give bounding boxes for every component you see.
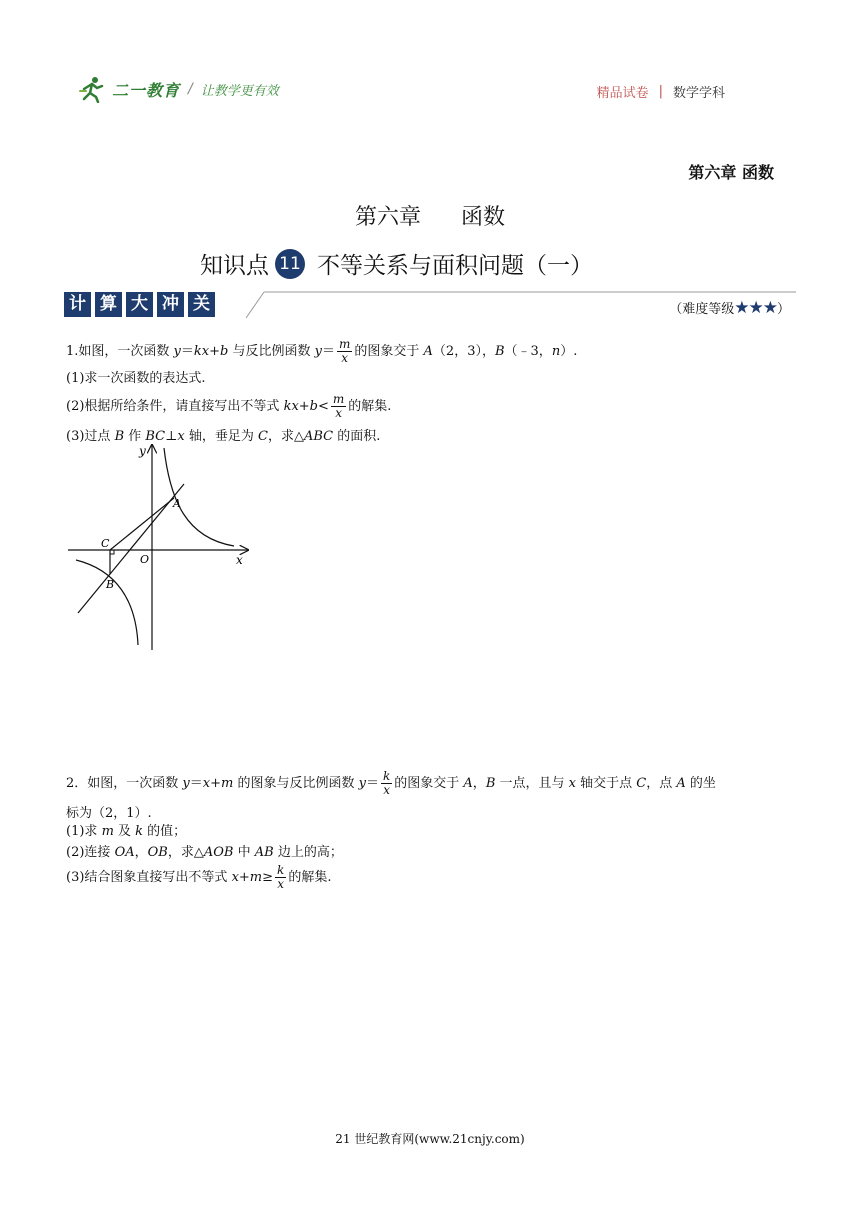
q2-text: 2．如图，一次函数 xyxy=(66,776,183,791)
q2-text: ≥ xyxy=(262,870,274,885)
q1-var: n xyxy=(551,344,561,359)
q1-var: C xyxy=(257,429,268,444)
q2-text: ， xyxy=(472,776,486,791)
hyperbola-branch-2 xyxy=(76,560,138,645)
chapter-label: 第六章 函数 xyxy=(688,163,774,182)
q1-text: （﹣3， xyxy=(504,344,552,359)
q1-text: 作 xyxy=(124,429,146,444)
q1-text: 的面积. xyxy=(333,429,381,444)
q2-text: 的值； xyxy=(143,824,187,839)
q1-var: kx+b xyxy=(193,344,229,359)
q1-var: B xyxy=(114,429,125,444)
q1-part2 xyxy=(66,393,391,420)
difficulty-label: （难度等级 xyxy=(669,302,735,317)
logo-slogan: 让教学更有效 xyxy=(200,83,279,99)
q2-stem-line2: 标为（2，1）. xyxy=(66,806,152,821)
q2-text: ＝ xyxy=(189,776,203,791)
knowledge-name: 不等关系与面积问题（一） xyxy=(317,253,593,279)
graph-label-y: y xyxy=(139,444,146,458)
logo-text: 二一教育 xyxy=(112,80,181,100)
q1-var: y xyxy=(314,344,322,359)
graph-label-b: B xyxy=(106,578,115,591)
banner-char: 冲 xyxy=(157,292,184,317)
q1-text: 1.如图，一次函数 xyxy=(66,344,174,359)
fraction-numerator: k xyxy=(382,769,391,783)
q1-var: A xyxy=(423,344,433,359)
q2-text: (2)连接 xyxy=(66,845,115,860)
fraction-denominator: x xyxy=(383,783,391,797)
q1-text: 轴，垂足为 xyxy=(184,429,258,444)
fraction-numerator: k xyxy=(277,863,285,877)
q2-part2 xyxy=(66,844,343,862)
knowledge-number-badge: 11 xyxy=(275,249,305,279)
header-label-subject: 数学学科 xyxy=(672,86,725,101)
q1-part1: (1)求一次函数的表达式. xyxy=(66,371,206,386)
q1-text: 的图象交于 xyxy=(354,344,424,359)
q1-text: ，求△ xyxy=(267,429,304,444)
q2-text: 边上的高； xyxy=(273,845,343,860)
q2-text: ，点 xyxy=(646,776,677,791)
q2-text: ＝ xyxy=(365,776,379,791)
q2-var: OB xyxy=(147,845,168,860)
q2-part1 xyxy=(66,823,186,841)
q2-text: (1)求 xyxy=(66,824,102,839)
chapter-title-topic: 函数 xyxy=(461,205,506,230)
header-subject xyxy=(597,82,725,101)
q2-var: y xyxy=(358,776,366,791)
q2-stem-line1 xyxy=(66,770,716,797)
q1-text: ＝ xyxy=(180,344,194,359)
fraction-denominator: x xyxy=(341,351,349,365)
q1-text: 与反比例函数 xyxy=(228,344,315,359)
runner-logo-icon xyxy=(78,75,106,103)
knowledge-title xyxy=(200,247,593,280)
difficulty-level xyxy=(669,298,790,318)
q1-text: < xyxy=(318,399,329,414)
banner-char: 关 xyxy=(188,292,215,317)
star-icon: ★★★ xyxy=(734,298,777,318)
q2-text: 的解集. xyxy=(288,870,332,885)
q1-var: ABC xyxy=(303,429,334,444)
chapter-title-chapter: 第六章 xyxy=(354,205,421,230)
q2-text: ，求 xyxy=(167,845,194,860)
q2-var: x xyxy=(568,776,576,791)
fraction-numerator: m xyxy=(332,392,345,406)
logo-slash: / xyxy=(188,81,193,97)
q1-fraction xyxy=(331,393,346,420)
q2-text: 中 xyxy=(233,845,255,860)
q2-var: A xyxy=(676,776,686,791)
q2-text: 的坐 xyxy=(685,776,716,791)
q2-text: 的图象交于 xyxy=(394,776,464,791)
section-banner xyxy=(64,292,219,317)
q2-text: (3)结合图象直接写出不等式 xyxy=(66,870,232,885)
header-label-premium: 精品试卷 xyxy=(596,86,649,101)
q2-var: B xyxy=(485,776,496,791)
line-ca xyxy=(110,498,174,550)
fraction-numerator: m xyxy=(339,337,351,351)
q2-var: C xyxy=(636,776,647,791)
graph-label-o: O xyxy=(140,553,150,566)
chapter-title xyxy=(0,200,860,231)
q2-var: y xyxy=(182,776,190,791)
q1-text: 的解集. xyxy=(348,399,392,414)
banner-char: 计 xyxy=(64,292,91,317)
q2-var: OA xyxy=(114,845,135,860)
q1-var: x xyxy=(177,429,185,444)
q1-text: （2，3）， xyxy=(432,344,495,359)
q2-part3 xyxy=(66,864,331,891)
q2-fraction xyxy=(275,864,286,891)
q2-var: x+m xyxy=(231,870,263,885)
page-footer: 21 世纪教育网(www.21cnjy.com) xyxy=(335,1132,525,1146)
q2-text: 的图象与反比例函数 xyxy=(233,776,359,791)
q2-var: k xyxy=(135,824,144,839)
q1-text: ）. xyxy=(560,344,578,359)
q2-text: 轴交于点 xyxy=(575,776,637,791)
graph-label-a: A xyxy=(173,497,181,510)
fraction-denominator: x xyxy=(277,877,285,891)
q2-var: x+m xyxy=(202,776,234,791)
q2-text: 一点，且与 xyxy=(495,776,569,791)
q1-stem xyxy=(66,338,577,365)
difficulty-close: ） xyxy=(776,302,790,317)
q1-text: (3)过点 xyxy=(66,429,115,444)
graph-label-x: x xyxy=(236,553,243,567)
q1-text: (2)根据所给条件，请直接写出不等式 xyxy=(66,399,284,414)
q1-text: ＝ xyxy=(321,344,335,359)
q2-var: m xyxy=(101,824,114,839)
q1-var: BC xyxy=(145,429,166,444)
q2-var: AB xyxy=(254,845,274,860)
q1-fraction xyxy=(337,338,352,365)
q2-var: △AOB xyxy=(193,845,234,860)
header-separator: | xyxy=(658,84,663,99)
q1-var: kx+b xyxy=(283,399,318,414)
function-graph xyxy=(66,440,256,655)
graph-label-c: C xyxy=(101,537,110,550)
header-logo xyxy=(78,74,279,104)
q2-fraction xyxy=(381,770,392,797)
fraction-denominator: x xyxy=(335,406,342,420)
q2-text: ， xyxy=(134,845,148,860)
q2-text: 及 xyxy=(113,824,136,839)
q1-text: ⊥ xyxy=(165,429,178,444)
q2-var: A xyxy=(463,776,473,791)
banner-char: 算 xyxy=(95,292,122,317)
q1-var: B xyxy=(494,344,505,359)
knowledge-prefix: 知识点 xyxy=(200,253,269,279)
banner-char: 大 xyxy=(126,292,153,317)
q1-var: y xyxy=(173,344,181,359)
